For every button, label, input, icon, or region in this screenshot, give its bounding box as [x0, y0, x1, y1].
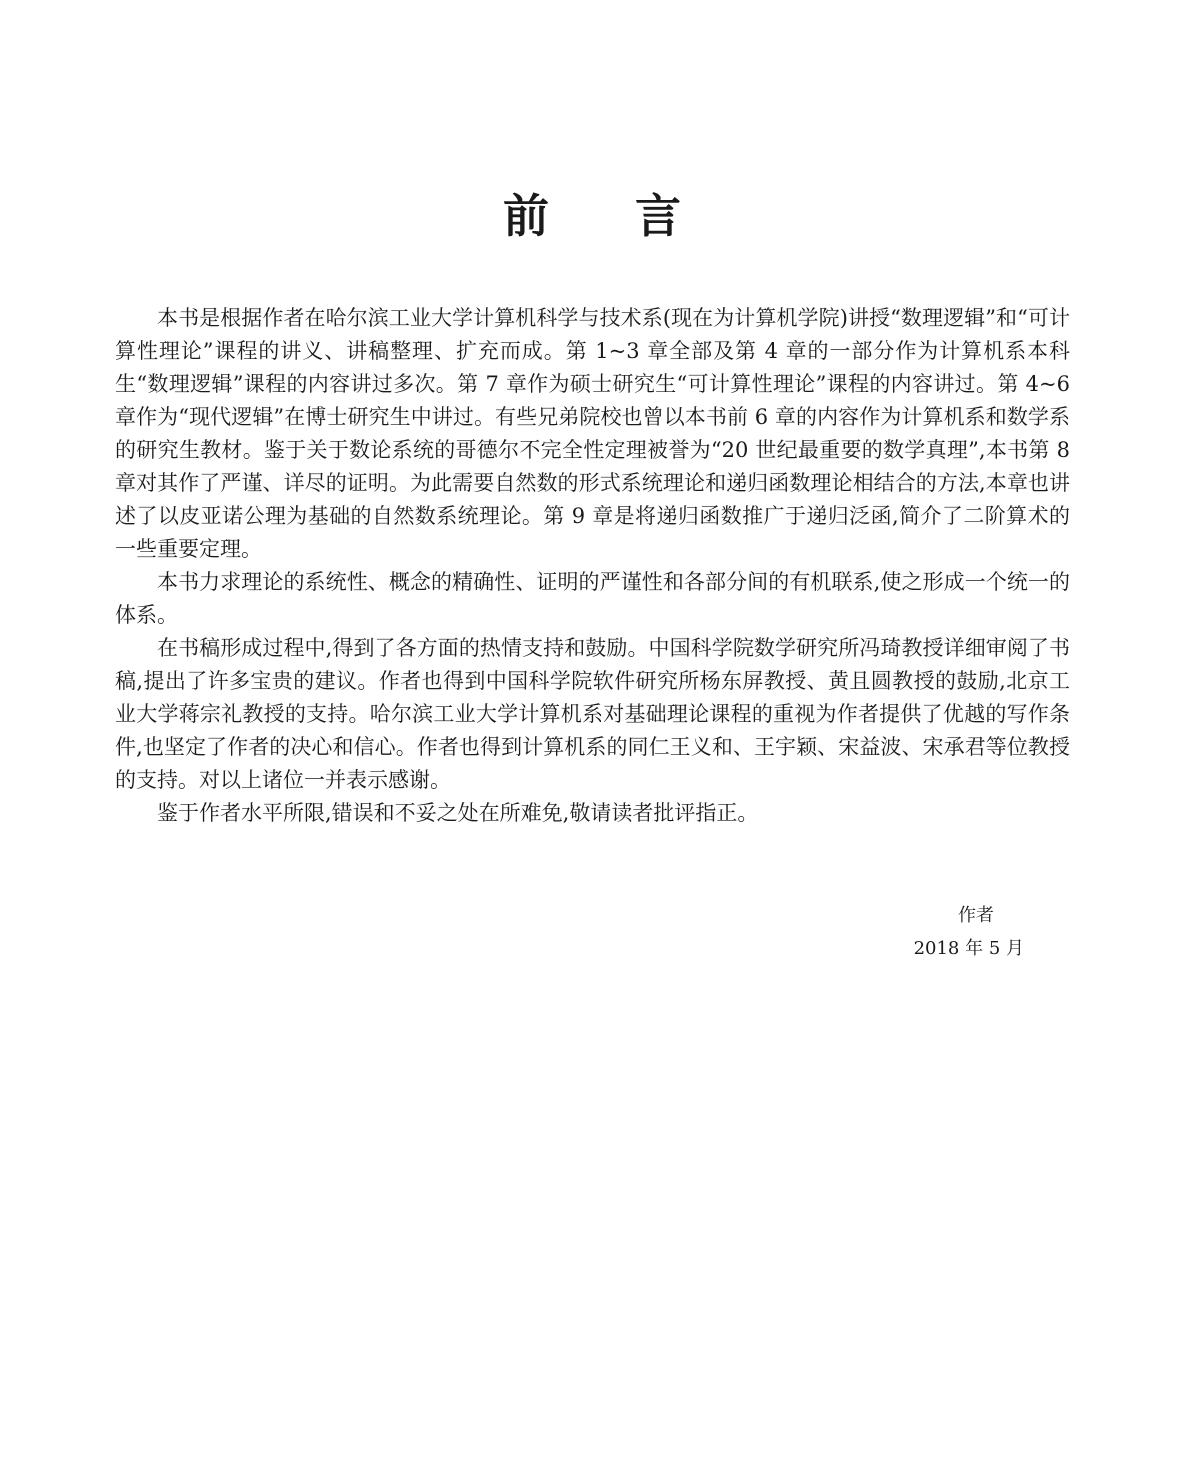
preface-body — [115, 302, 1070, 830]
signature-author: 作者 — [958, 905, 994, 926]
paragraph: 本书力求理论的系统性、概念的精确性、证明的严谨性和各部分间的有机联系,使之形成一个统一的体系。 — [115, 570, 1070, 627]
signature-block — [914, 899, 1024, 965]
paragraph: 鉴于作者水平所限,错误和不妥之处在所难免,敬请读者批评指正。 — [157, 801, 759, 825]
paragraph: 本书是根据作者在哈尔滨工业大学计算机科学与技术系(现在为计算机学院)讲授“数理逻辑”和“可计算性理论”课程的讲义、讲稿整理、扩充而成。第 1~3 章全部及第 4 章的一部分作为计算机系本科生“数理逻辑”课程的内容讲过多次。第 7 章作为硕士研究生“可计算性理论”课程的内容讲过。第 4~6 章作为“现代逻辑”在博士研究生中讲过。有些兄弟院校也曾以本书前 6 章的内容作为计算机系和数学系的研究生教材。鉴于关于数论系统的哥德尔不完全性定理被誉为“20 世纪最重要的数学真理”,本书第 8 章对其作了严谨、详尽的证明。为此需要自然数的形式系统理论和递归函数理论相结合的方法,本章也讲述了以皮亚诺公理为基础的自然数系统理论。第 9 章是将递归函数推广于递归泛函,简介了二阶算术的一些重要定理。 — [115, 306, 1070, 561]
page-title: 前言 — [503, 189, 767, 243]
paragraph: 在书稿形成过程中,得到了各方面的热情支持和鼓励。中国科学院数学研究所冯琦教授详细审阅了书稿,提出了许多宝贵的建议。作者也得到中国科学院软件研究所杨东屏教授、黄且圆教授的鼓励,北京工业大学蒋宗礼教授的支持。哈尔滨工业大学计算机系对基础理论课程的重视为作者提供了优越的写作条件,也坚定了作者的决心和信心。作者也得到计算机系的同仁王义和、王宇颖、宋益波、宋承君等位教授的支持。对以上诸位一并表示感谢。 — [115, 636, 1070, 792]
signature-date: 2018 年 5 月 — [913, 938, 1024, 959]
